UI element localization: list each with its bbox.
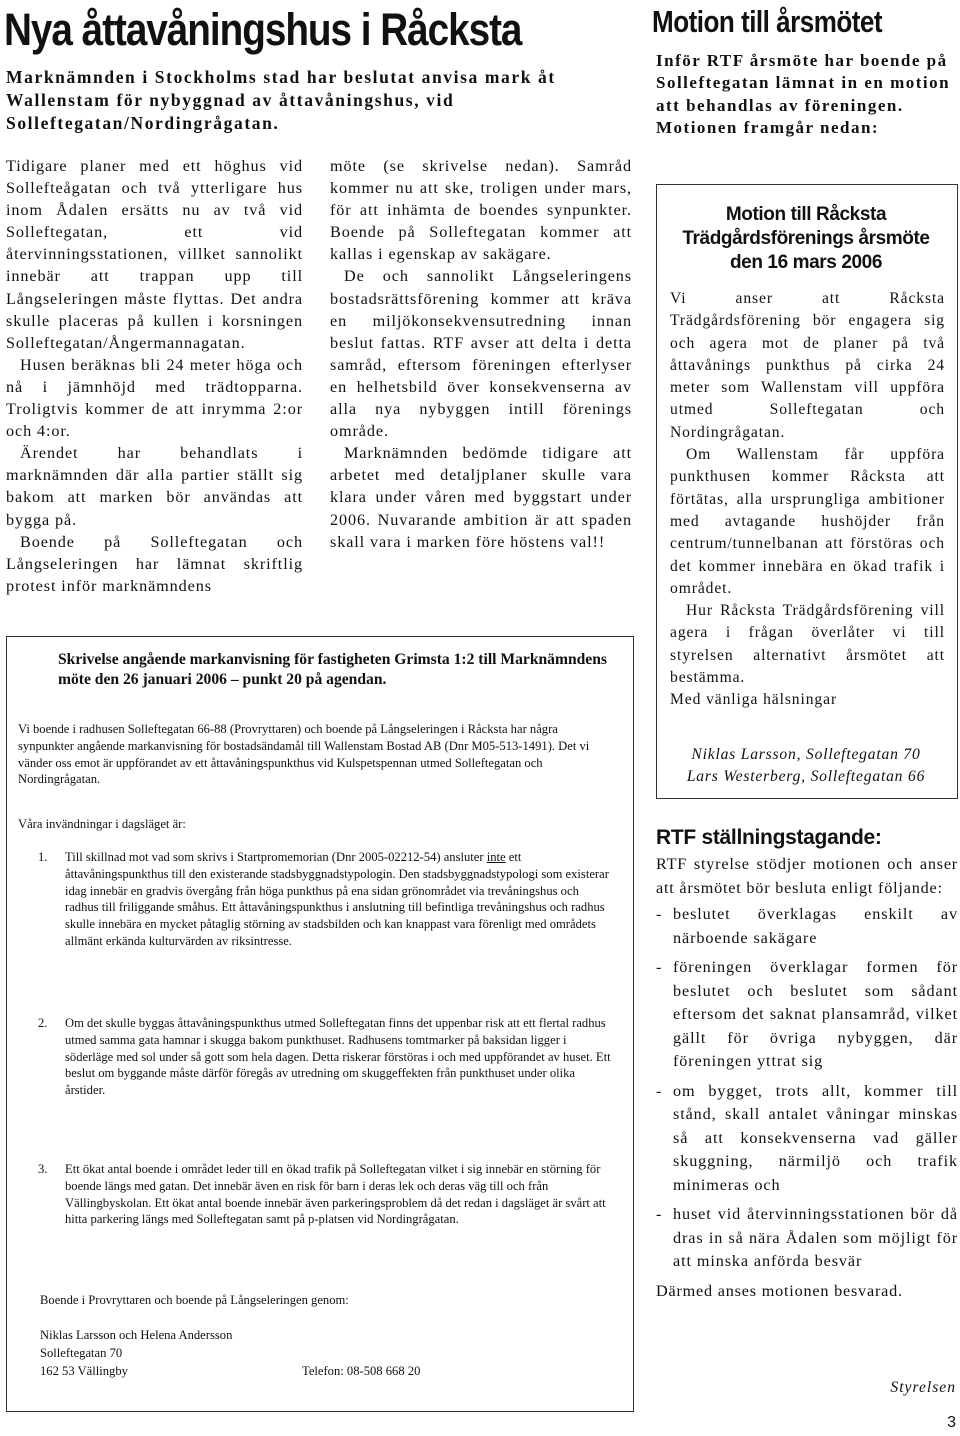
item-text: Till skillnad mot vad som skrivs i Startpromemorian (Dnr 2005-02212-54) ansluter <box>65 850 487 864</box>
letter-phone: Telefon: 08-508 668 20 <box>302 1364 421 1378</box>
dash-bullet: - <box>656 1205 663 1223</box>
item-text: ett åttavåningspunkthus till den existerande stadsbyggnadstypologin. Den stadsbyggnadstypologi som existerar idag innebär en gradvis övergång från höga punkthus på ena sidan grönområdet via trevåningshus och radhus till friliggande småhus. Ett åttavåningspunkthus i anslutning till befintliga trevåningshus och radhus skulle innebära en mycket påtaglig störning av stadsbilden och kan knappast vara förenligt med områdets allmänt erkända kulturvärden av riksintresse. <box>65 850 609 948</box>
letter-names: Niklas Larsson och Helena Andersson <box>40 1328 233 1342</box>
motion-signature: Niklas Larsson, Solleftegatan 70 <box>691 746 921 763</box>
letter-title: Skrivelse angående markanvisning för fastigheten Grimsta 1:2 till Marknämndens möte den 26 januari 2006 – punkt 20 på agendan. <box>58 651 607 688</box>
item-text: Ett ökat antal boende i området leder till en ökad trafik på Solleftegatan vilket i sig innebär en störning för boende längs med gatan. Det innebär även en risk för barn i deras lek och deras väg till och från Vällingbyskolan. Ett ökat antal boende innebär även parkeringsproblem då det redan i dagsläget är svårt att hitta parkering längs med Solleftegatan samt på p-platsen vid Nordingrågatan. <box>65 1162 606 1227</box>
rtf-point-text: huset vid återvinningsstationen bör då dras in så nära Ådalen som möjligt för att minska anförda besvär <box>673 1205 958 1270</box>
article-paragraph: Marknämnden bedömde tidigare att arbetet med detaljplaner skulle vara klara under våren med byggstart under 2006. Nuvarande ambition är att spaden skall vara i marken före höstens val!! <box>330 444 632 551</box>
rtf-point <box>656 903 958 950</box>
letter-objection-item <box>38 1015 613 1099</box>
motion-greeting: Med vänliga hälsningar <box>670 691 838 709</box>
article-paragraph: Husen beräknas bli 24 meter höga och nå i jämnhöjd med trädtopparna. Troligtvis kommer de att inrymma 2:or och 4:or. <box>6 355 303 441</box>
dash-bullet: - <box>656 905 663 923</box>
rtf-intro: RTF styrelse stödjer motionen och anser att årsmötet bör besluta enligt följande: <box>656 855 958 897</box>
dash-bullet: - <box>656 958 663 976</box>
list-number: 2. <box>38 1016 48 1030</box>
letter-intro: Vi boende i radhusen Solleftegatan 66-88 (Provryttaren) och boende på Långseleringen i Råcksta har några synpunkter angående markanvisning för bostadsändamål till Wallenstam Bostad AB (Dnr M05-513-1491). Det vi vänder oss emot är uppförandet av ett åttavåningspunkthus vid Kulspetspennan utmed Solleftegatan och Nordingrågatan. <box>18 722 590 787</box>
motion-heading-line: Trädgårdsförenings årsmöte <box>682 228 930 249</box>
letter-city: 162 53 Vällingby <box>40 1364 128 1378</box>
motion-heading <box>656 203 956 275</box>
article-paragraph: De och sannolikt Långseleringens bostadsrättsförening kommer att kräva en miljökonsekvensutredning innan beslut fattas. RTF avser att delta i detta samråd, eftersom föreningen efterlyser en helhetsbild över konsekvenserna av alla nya nybyggen intill förenings område. <box>330 267 632 441</box>
list-number: 3. <box>38 1162 48 1176</box>
article-title: Nya åttavåningshus i Råcksta <box>4 4 522 55</box>
dash-bullet: - <box>656 1081 663 1100</box>
rtf-body <box>656 853 958 1303</box>
motion-heading-line: Motion till Råcksta <box>725 204 887 225</box>
article-lead: Marknämnden i Stockholms stad har beslutat anvisa mark åt Wallenstam för nybyggnad av åttavåningshus, vid Solleftegatan/Nordingrågatan. <box>6 67 556 133</box>
underlined-word: inte <box>486 850 506 864</box>
motion-paragraph: Hur Råcksta Trädgårdsförening vill agera i frågan överlåter vi till styrelsen alternativt årsmötet att bestämma. <box>670 602 945 687</box>
motion-paragraph: Om Wallenstam får uppföra punkthusen kommer Råcksta att förtätas, alla ursprungliga ambitioner med avtagande hushöjder från centrum/tunnelbanan att förstöras och det kommer innebära en ökad trafik i området. <box>670 446 945 597</box>
rtf-point-text: föreningen överklagar formen för beslutet och beslutet som sådant eftersom det saknat plansamråd, vilket gällt för övriga nybyggen, där föreningen yttrat sig <box>673 958 958 1070</box>
rtf-closing: Därmed anses motionen besvarad. <box>656 1281 903 1300</box>
article-column-2 <box>330 155 632 553</box>
rtf-point-text: beslutet överklagas enskilt av närboende sakägare <box>673 905 958 947</box>
article-paragraph: Boende på Solleftegatan och Långseleringen har lämnat skriftlig protest inför marknämndens <box>6 532 303 595</box>
page-number: 3 <box>947 1414 956 1431</box>
rtf-signer: Styrelsen <box>890 1379 956 1396</box>
motion-paragraph: Vi anser att Råcksta Trädgårdsförening bör engagera sig och agera mot de planer på två åttavånings punkthus på cirka 24 meter som Wallenstam vill uppföra utmed Solleftegatan och Nordingrågatan. <box>670 290 945 441</box>
letter-objection-item <box>38 1161 613 1228</box>
article-column-1 <box>6 155 303 597</box>
letter-signoff: Boende i Provryttaren och boende på Långseleringen genom: <box>40 1293 349 1307</box>
rtf-point <box>656 1080 958 1198</box>
list-number: 1. <box>38 850 48 864</box>
rtf-point <box>656 956 958 1074</box>
rtf-point-text: om bygget, trots allt, kommer till stånd, skall antalet våningar minskas så att konsekvenserna vad gäller skuggning, närmiljö och trafik minimeras och <box>673 1081 958 1194</box>
sidebar-lead: Inför RTF årsmöte har boende på Solleftegatan lämnat in en motion att behandlas av föreningen. Motionen framgår nedan: <box>656 51 951 137</box>
motion-heading-line: den 16 mars 2006 <box>729 252 883 273</box>
rtf-heading: RTF ställningstagande: <box>656 826 882 849</box>
letter-objection-item <box>38 849 613 950</box>
item-text: Om det skulle byggas åttavåningspunkthus utmed Solleftegatan finns det uppenbar risk att ett flertal radhus utmed samma gata hamnar i skugga bakom punkthuset. Radhusens tomtmarker på baksidan ligger i söderläge med sol under så gott som hela dagen. Detta riskerar förstöras i och med uppförandet av huset. Ett beslut om byggande måste därför föregås av utredning om skuggeffekten från punkthuset under olika årstider. <box>65 1016 611 1098</box>
sidebar-title: Motion till årsmötet <box>652 4 883 39</box>
letter-street: Solleftegatan 70 <box>40 1346 123 1360</box>
rtf-point <box>656 1203 958 1274</box>
motion-signature: Lars Westerberg, Solleftegatan 66 <box>686 768 926 785</box>
article-paragraph: Tidigare planer med ett höghus vid Sollefteågatan och två ytterligare hus inom Ådalen ersätts nu av två vid Solleftegatan, ett vid återvinningsstationen, villket sannolikt innebär att trappan upp till Långseleringen måste flyttas. Det andra skulle placeras på kullen i korsningen Solleftegatan/Ångermannagatan. <box>6 157 303 352</box>
rtf-points <box>656 903 958 1274</box>
motion-body <box>670 288 945 712</box>
article-paragraph: möte (se skrivelse nedan). Samråd kommer nu att ske, troligen under mars, för att inhämta de boendes synpunkter. Boende på Solleftegatan kommer att kallas i egenskap av sakägare. <box>330 157 632 264</box>
motion-signatures <box>656 744 956 788</box>
article-paragraph: Ärendet har behandlats i marknämnden där alla partier ställt sig bakom att marken bör användas att bygga på. <box>6 444 303 529</box>
letter-objections-label: Våra invändningar i dagsläget är: <box>18 817 186 831</box>
